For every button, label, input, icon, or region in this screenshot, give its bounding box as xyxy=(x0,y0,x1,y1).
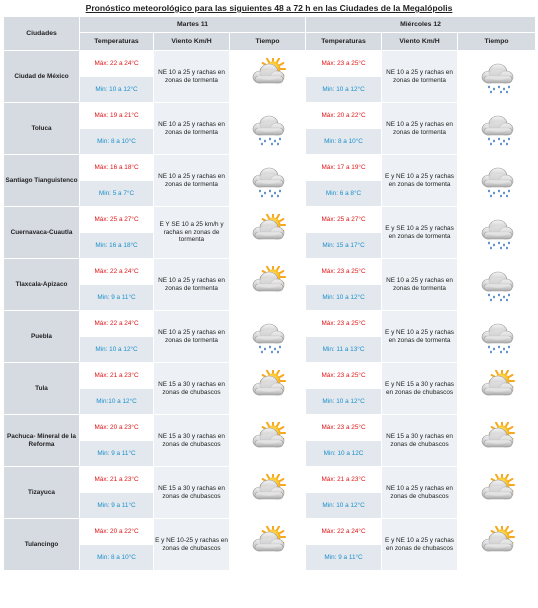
temp-min: Min: 11 a 13°C xyxy=(306,337,382,363)
temp-min: Min: 9 a 11°C xyxy=(80,493,154,519)
wind-forecast: E y NE 10 a 25 y rachas en zonas de tormenta xyxy=(382,311,458,363)
wind-forecast: NE 15 a 30 y rachas en zonas de chubascos xyxy=(382,415,458,467)
partly-cloudy-icon xyxy=(230,474,305,512)
wind-forecast: NE 10 a 25 y rachas en zonas de tormenta xyxy=(154,311,230,363)
temp-max: Máx: 17 a 19°C xyxy=(306,155,382,181)
city-name: Tulancingo xyxy=(4,519,80,571)
table-row xyxy=(4,207,536,233)
city-name: Santiago Tianguistenco xyxy=(4,155,80,207)
header-temperaturas: Temperaturas xyxy=(306,33,382,51)
temp-min: Min: 10 a 12°C xyxy=(80,337,154,363)
city-name: Toluca xyxy=(4,103,80,155)
city-name: Pachuca- Mineral de la Reforma xyxy=(4,415,80,467)
weather-cell xyxy=(458,155,536,207)
wind-forecast: NE 15 a 30 y rachas en zonas de chubascos xyxy=(154,415,230,467)
wind-forecast: E y NE 10 a 25 y rachas en zonas de chubascos xyxy=(382,519,458,571)
temp-max: Máx: 22 a 24°C xyxy=(80,259,154,285)
rain-cloud-icon xyxy=(458,110,535,148)
weather-cell xyxy=(230,207,306,259)
rain-cloud-icon xyxy=(458,58,535,96)
temp-max: Máx: 23 a 25°C xyxy=(306,259,382,285)
temp-min: Min: 10 a 12°C xyxy=(306,389,382,415)
wind-forecast: NE 10 a 25 y rachas en zonas de tormenta xyxy=(154,155,230,207)
table-row xyxy=(4,155,536,181)
header-tiempo: Tiempo xyxy=(230,33,306,51)
weather-cell xyxy=(458,519,536,571)
table-row xyxy=(4,415,536,441)
rain-cloud-icon xyxy=(458,318,535,356)
temp-min: Min: 8 a 10°C xyxy=(306,129,382,155)
rain-cloud-icon xyxy=(230,318,305,356)
weather-cell xyxy=(230,51,306,103)
temp-min: Min: 10 a 12°C xyxy=(306,285,382,311)
rain-cloud-icon xyxy=(230,110,305,148)
wind-forecast: E y SE 10 a 25 y rachas en zonas de tormenta xyxy=(382,207,458,259)
table-row xyxy=(4,311,536,337)
temp-max: Máx: 21 a 23°C xyxy=(306,467,382,493)
weather-cell xyxy=(458,467,536,519)
temp-min: Min: 8 a 10°C xyxy=(80,545,154,571)
temp-min: Min: 8 a 10°C xyxy=(80,129,154,155)
city-name: Tula xyxy=(4,363,80,415)
header-tiempo: Tiempo xyxy=(458,33,536,51)
city-name: Puebla xyxy=(4,311,80,363)
weather-cell xyxy=(230,311,306,363)
weather-cell xyxy=(230,415,306,467)
header-day1: Martes 11 xyxy=(80,17,306,33)
temp-max: Máx: 22 a 24°C xyxy=(80,51,154,77)
temp-min: Min: 10 a 12°C xyxy=(80,77,154,103)
weather-cell xyxy=(230,259,306,311)
wind-forecast: NE 10 a 25 y rachas en zonas de chubascos xyxy=(382,467,458,519)
wind-forecast: E y NE 10 a 25 y rachas en zonas de tormenta xyxy=(382,155,458,207)
temp-max: Máx: 19 a 21°C xyxy=(80,103,154,129)
wind-forecast: NE 10 a 25 y rachas en zonas de tormenta xyxy=(382,51,458,103)
wind-forecast: NE 10 a 25 y rachas en zonas de tormenta xyxy=(382,259,458,311)
weather-cell xyxy=(458,207,536,259)
partly-cloudy-icon xyxy=(230,214,305,252)
weather-cell xyxy=(458,415,536,467)
weather-cell xyxy=(458,51,536,103)
partly-cloudy-icon xyxy=(230,266,305,304)
weather-cell xyxy=(458,311,536,363)
table-row xyxy=(4,363,536,389)
partly-cloudy-icon xyxy=(230,58,305,96)
wind-forecast: E Y SE 10 a 25 km/h y rachas en zonas de tormenta xyxy=(154,207,230,259)
rain-cloud-icon xyxy=(458,162,535,200)
partly-cloudy-icon xyxy=(230,370,305,408)
temp-min: Min: 5 a 7°C xyxy=(80,181,154,207)
temp-max: Máx: 20 a 22°C xyxy=(306,103,382,129)
wind-forecast: NE 10 a 25 y rachas en zonas de tormenta xyxy=(154,259,230,311)
forecast-table xyxy=(3,16,536,571)
temp-min: Min:10 a 12°C xyxy=(80,389,154,415)
weather-cell xyxy=(458,259,536,311)
weather-cell xyxy=(230,103,306,155)
partly-cloudy-icon xyxy=(230,526,305,564)
wind-forecast: NE 15 a 30 y rachas en zonas de chubascos xyxy=(154,363,230,415)
partly-cloudy-icon xyxy=(458,474,535,512)
weather-cell xyxy=(458,363,536,415)
table-row xyxy=(4,259,536,285)
wind-forecast: E y NE 10-25 y rachas en zonas de chubascos xyxy=(154,519,230,571)
temp-max: Máx: 23 a 25°C xyxy=(306,363,382,389)
table-row xyxy=(4,519,536,545)
weather-cell xyxy=(230,519,306,571)
table-row xyxy=(4,51,536,77)
partly-cloudy-icon xyxy=(458,422,535,460)
temp-max: Máx: 23 a 25°C xyxy=(306,311,382,337)
temp-max: Máx: 25 a 27°C xyxy=(306,207,382,233)
temp-min: Min: 9 a 11°C xyxy=(306,545,382,571)
temp-min: Min: 16 a 18°C xyxy=(80,233,154,259)
page-title: Pronóstico meteorológico para las siguientes 48 a 72 h en las Ciudades de la Megalópolis xyxy=(85,3,453,13)
rain-cloud-icon xyxy=(458,214,535,252)
temp-min: Min: 9 a 11°C xyxy=(80,285,154,311)
temp-max: Máx: 16 a 18°C xyxy=(80,155,154,181)
wind-forecast: NE 10 a 25 y rachas en zonas de tormenta xyxy=(154,103,230,155)
temp-max: Máx: 20 a 22°C xyxy=(80,519,154,545)
temp-max: Máx: 22 a 24°C xyxy=(306,519,382,545)
weather-cell xyxy=(230,155,306,207)
wind-forecast: E y NE 15 a 30 y rachas en zonas de chubascos xyxy=(382,363,458,415)
rain-cloud-icon xyxy=(230,162,305,200)
temp-max: Máx: 23 a 25°C xyxy=(306,51,382,77)
temp-max: Máx: 22 a 24°C xyxy=(80,311,154,337)
city-name: Cuernavaca-Cuautla xyxy=(4,207,80,259)
wind-forecast: NE 10 a 25 y rachas en zonas de tormenta xyxy=(382,103,458,155)
temp-max: Máx: 23 a 25°C xyxy=(306,415,382,441)
temp-max: Máx: 25 a 27°C xyxy=(80,207,154,233)
header-viento: Viento Km/H xyxy=(382,33,458,51)
header-viento: Viento Km/H xyxy=(154,33,230,51)
temp-max: Máx: 20 a 23°C xyxy=(80,415,154,441)
wind-forecast: NE 15 a 30 y rachas en zonas de chubascos xyxy=(154,467,230,519)
weather-cell xyxy=(230,363,306,415)
weather-cell xyxy=(230,467,306,519)
temp-min: Min: 10 a 12C xyxy=(306,441,382,467)
table-row xyxy=(4,467,536,493)
temp-min: Min: 6 a 8°C xyxy=(306,181,382,207)
partly-cloudy-icon xyxy=(230,422,305,460)
partly-cloudy-icon xyxy=(458,526,535,564)
city-name: Ciudad de México xyxy=(4,51,80,103)
temp-min: Min: 9 a 11°C xyxy=(80,441,154,467)
weather-cell xyxy=(458,103,536,155)
temp-max: Máx: 21 a 23°C xyxy=(80,363,154,389)
header-temperaturas: Temperaturas xyxy=(80,33,154,51)
rain-cloud-icon xyxy=(458,266,535,304)
header-ciudades: Ciudades xyxy=(4,17,80,51)
table-row xyxy=(4,103,536,129)
temp-min: Min: 10 a 12°C xyxy=(306,493,382,519)
city-name: Tlaxcala-Apizaco xyxy=(4,259,80,311)
temp-min: Min: 10 a 12°C xyxy=(306,77,382,103)
temp-min: Min: 15 a 17°C xyxy=(306,233,382,259)
header-day2: Miércoles 12 xyxy=(306,17,536,33)
temp-max: Máx: 21 a 23°C xyxy=(80,467,154,493)
wind-forecast: NE 10 a 25 y rachas en zonas de tormenta xyxy=(154,51,230,103)
partly-cloudy-icon xyxy=(458,370,535,408)
city-name: Tizayuca xyxy=(4,467,80,519)
